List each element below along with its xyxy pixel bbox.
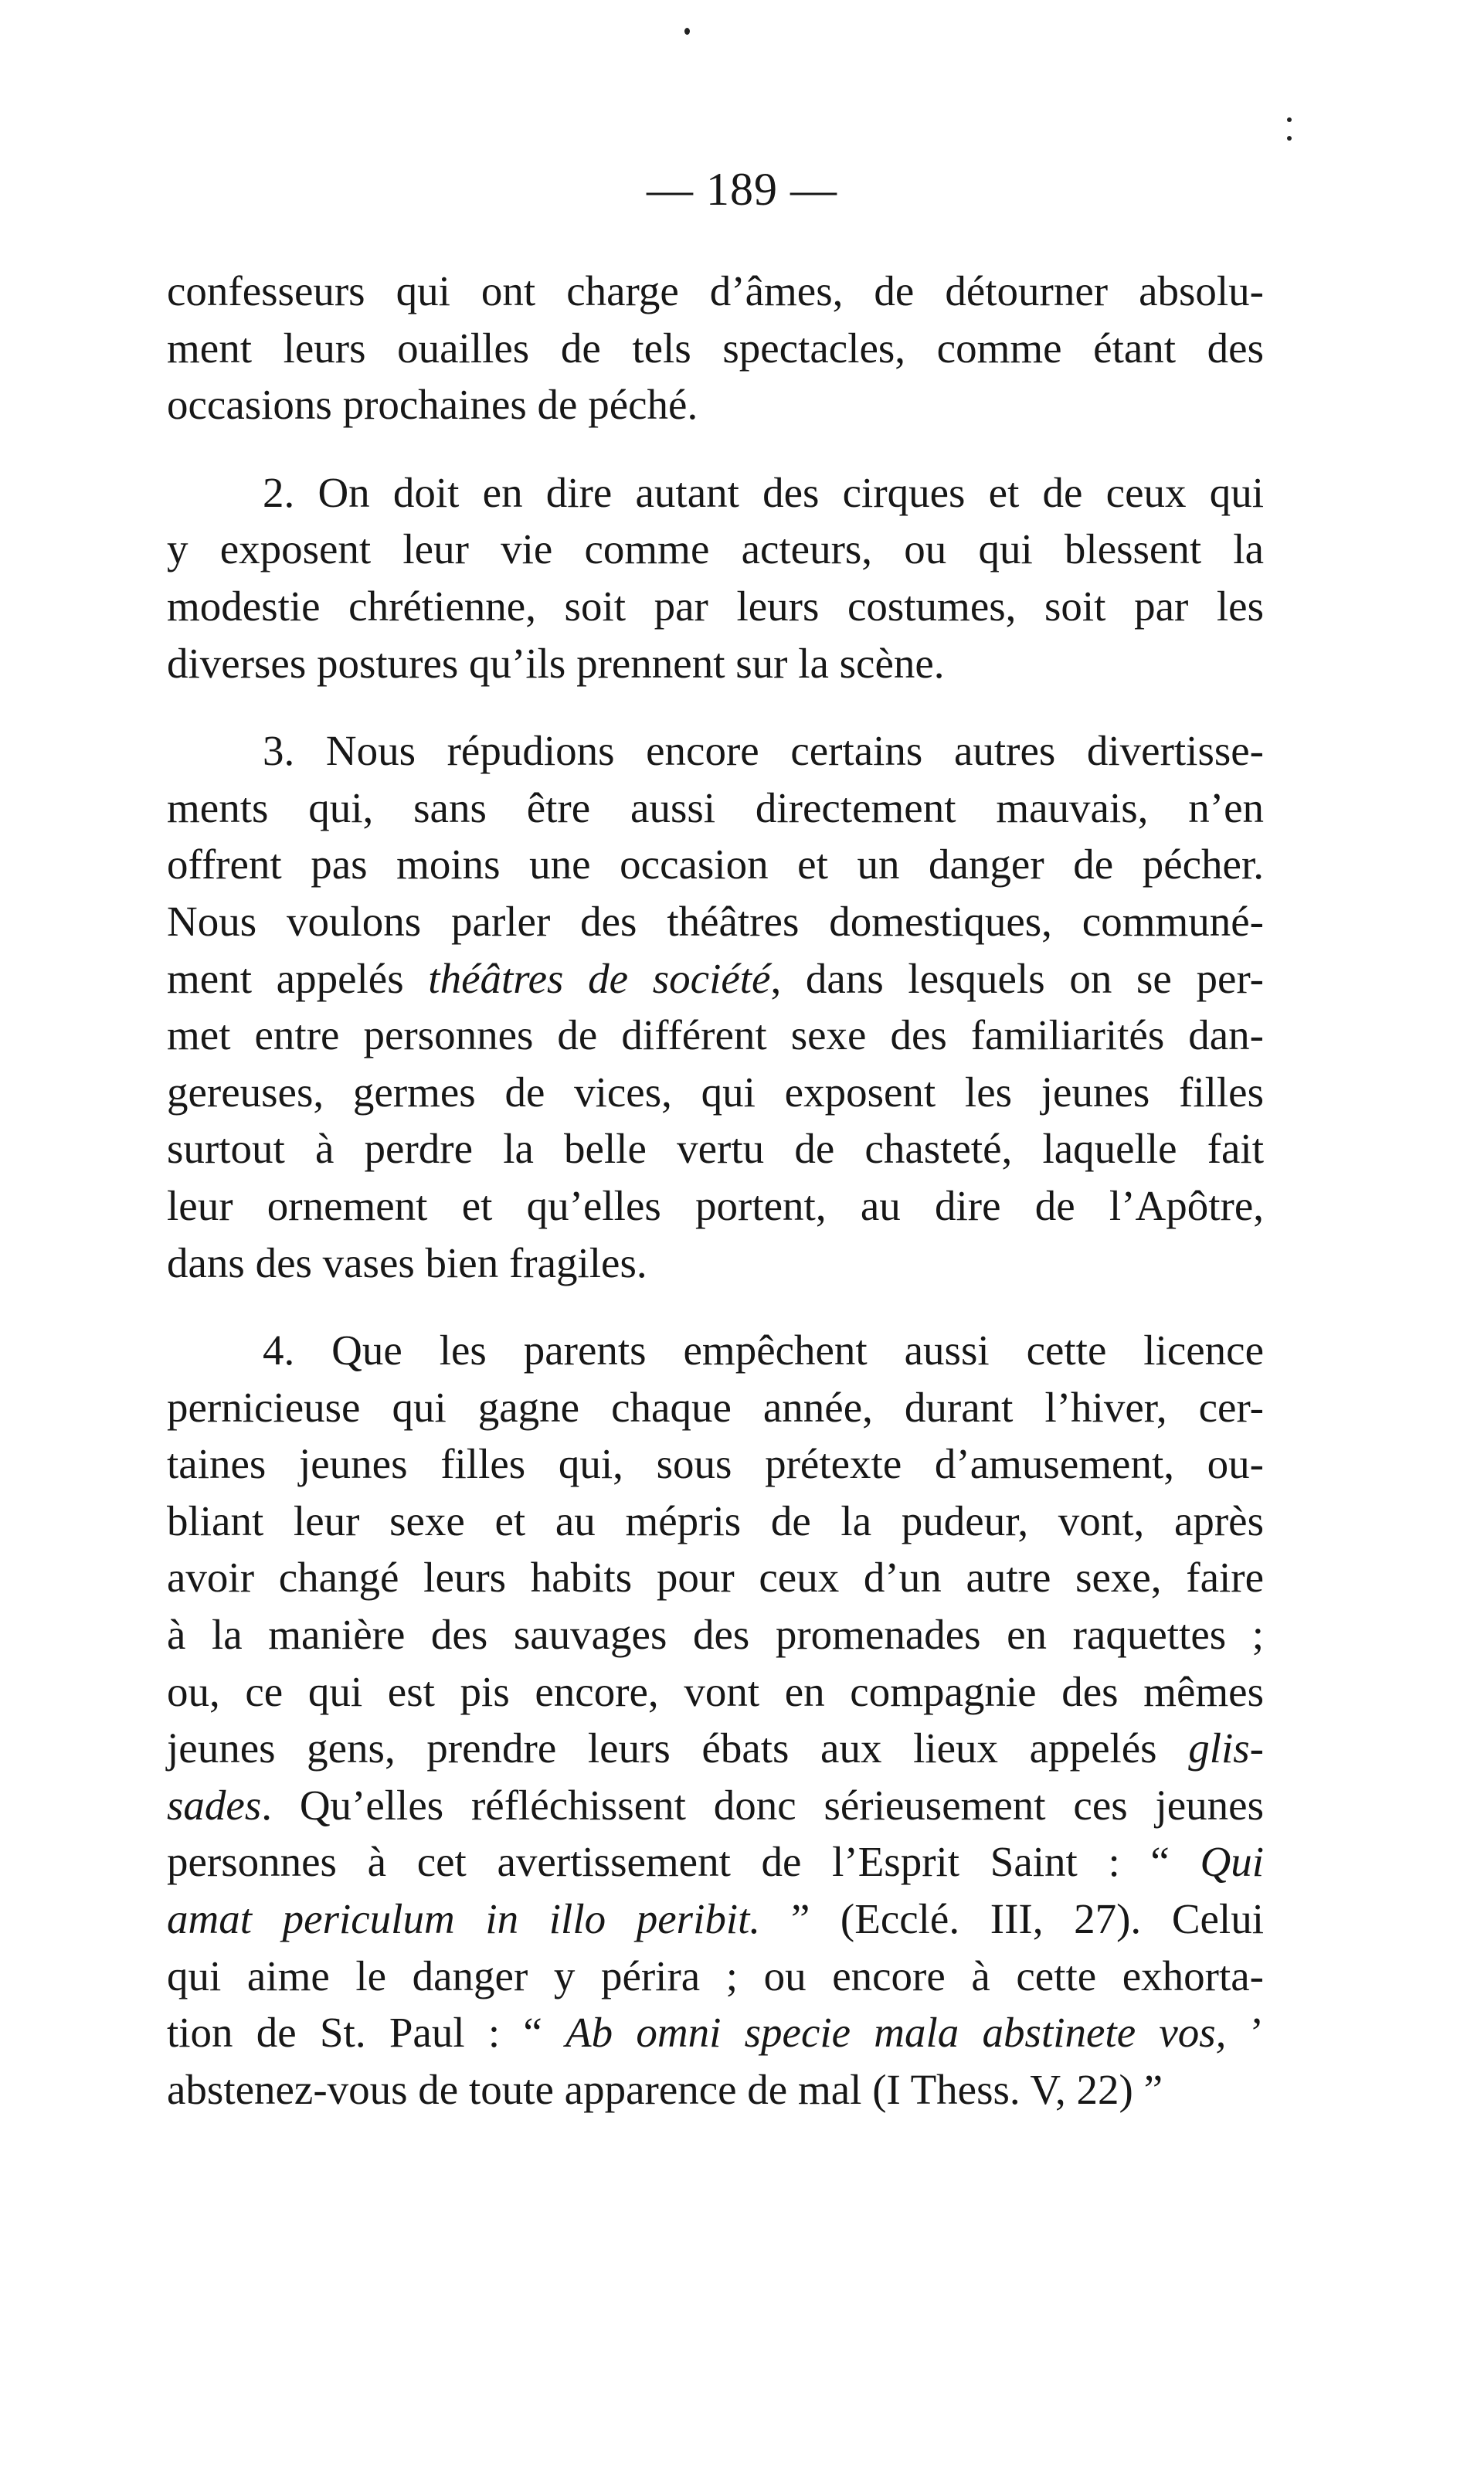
text-segment: leur ornement et qu’elles portent, au dire de l’Apôtre,: [167, 1181, 1264, 1229]
text-line: [167, 263, 1264, 320]
text-segment: qui aime le danger y périra ; ou encore à cette exhorta-: [167, 1952, 1264, 1999]
text-line: [167, 1833, 1264, 1891]
italic-text: sades: [167, 1781, 262, 1829]
text-segment: taines jeunes filles qui, sous prétexte d’amusement, ou-: [167, 1440, 1264, 1488]
text-segment: gereuses, germes de vices, qui exposent les jeunes filles: [167, 1068, 1264, 1116]
text-segment: ments qui, sans être aussi directement mauvais, n’en: [167, 783, 1264, 831]
text-line: [167, 1235, 1264, 1292]
text-segment: jeunes gens, prendre leurs ébats aux lieux appelés: [167, 1724, 1189, 1772]
text-line: [167, 950, 1264, 1007]
text-line: [167, 1948, 1264, 2005]
text-line: [167, 1379, 1264, 1436]
text-line: [167, 2061, 1264, 2118]
paragraph: [167, 722, 1264, 1291]
text-segment: ” (Ecclé. III, 27). Celui: [760, 1895, 1264, 1943]
italic-text: glis-: [1188, 1724, 1264, 1772]
text-segment: dans des vases bien fragiles.: [167, 1238, 647, 1286]
text-line: [167, 578, 1264, 635]
text-line: [167, 1007, 1264, 1064]
text-line: [167, 2004, 1264, 2061]
text-line: [167, 1606, 1264, 1663]
paragraph: [167, 263, 1264, 433]
ink-speck: [1287, 117, 1292, 122]
text-line: [167, 1064, 1264, 1121]
italic-text: Qui: [1200, 1838, 1264, 1886]
text-line: [167, 1493, 1264, 1550]
italic-text: théâtres de société: [428, 954, 771, 1002]
text-line: [167, 1549, 1264, 1606]
ink-speck: [684, 28, 690, 35]
text-body: [167, 263, 1264, 2118]
text-line: [167, 635, 1264, 692]
text-segment: à la manière des sauvages des promenades en raquettes ;: [167, 1611, 1264, 1659]
text-line: [167, 1435, 1264, 1493]
text-line: [167, 836, 1264, 893]
text-segment: diverses postures qu’ils prennent sur la scène.: [167, 639, 945, 687]
text-line: [167, 722, 1264, 780]
italic-text: Ab omni specie mala abstinete vos,: [565, 2009, 1227, 2057]
text-line: [167, 320, 1264, 377]
text-segment: tion de St. Paul : “: [167, 2009, 566, 2057]
text-line: [167, 1322, 1264, 1379]
text-segment: met entre personnes de différent sexe des familiarités dan-: [167, 1011, 1264, 1059]
text-segment: ’: [1226, 2009, 1264, 2057]
ink-speck: [1287, 136, 1292, 141]
text-segment: , dans lesquels on se per-: [770, 954, 1264, 1002]
text-segment: ou, ce qui est pis encore, vont en compagnie des mêmes: [167, 1667, 1264, 1715]
text-line: [167, 1663, 1264, 1721]
paragraph: [167, 464, 1264, 691]
text-segment: avoir changé leurs habits pour ceux d’un autre sexe, faire: [167, 1554, 1264, 1602]
text-segment: offrent pas moins une occasion et un danger de pécher.: [167, 841, 1264, 888]
text-segment: modestie chrétienne, soit par leurs costumes, soit par les: [167, 582, 1264, 630]
text-segment: 2. On doit en dire autant des cirques et de ceux qui: [263, 468, 1264, 516]
text-segment: personnes à cet avertissement de l’Esprit Saint : “: [167, 1838, 1200, 1886]
text-line: [167, 521, 1264, 578]
text-segment: ment appelés: [167, 954, 429, 1002]
text-segment: occasions prochaines de péché.: [167, 381, 698, 429]
text-line: [167, 893, 1264, 950]
text-segment: pernicieuse qui gagne chaque année, durant l’hiver, cer-: [167, 1383, 1264, 1431]
text-line: [167, 376, 1264, 433]
text-line: [167, 464, 1264, 522]
text-segment: abstenez-vous de toute apparence de mal (I Thess. V, 22) ”: [167, 2065, 1163, 2113]
text-segment: confesseurs qui ont charge d’âmes, de détourner absolu-: [167, 267, 1264, 314]
text-segment: y exposent leur vie comme acteurs, ou qui blessent la: [167, 525, 1264, 573]
text-segment: 3. Nous répudions encore certains autres divertisse-: [263, 727, 1264, 775]
text-segment: . Qu’elles réfléchissent donc sérieusement ces jeunes: [261, 1781, 1264, 1829]
text-segment: 4. Que les parents empêchent aussi cette licence: [263, 1327, 1264, 1374]
text-line: [167, 1720, 1264, 1777]
text-segment: bliant leur sexe et au mépris de la pudeur, vont, après: [167, 1497, 1264, 1544]
text-segment: Nous voulons parler des théâtres domestiques, communé-: [167, 897, 1264, 945]
text-segment: surtout à perdre la belle vertu de chasteté, laquelle fait: [167, 1125, 1264, 1173]
text-segment: ment leurs ouailles de tels spectacles, comme étant des: [167, 324, 1264, 372]
text-line: [167, 1891, 1264, 1948]
text-line: [167, 1177, 1264, 1235]
page-number: — 189 —: [647, 164, 837, 215]
text-line: [167, 1120, 1264, 1177]
italic-text: amat periculum in illo peribit.: [167, 1895, 761, 1943]
paragraph: [167, 1322, 1264, 2118]
text-line: [167, 1777, 1264, 1834]
text-line: [167, 780, 1264, 837]
